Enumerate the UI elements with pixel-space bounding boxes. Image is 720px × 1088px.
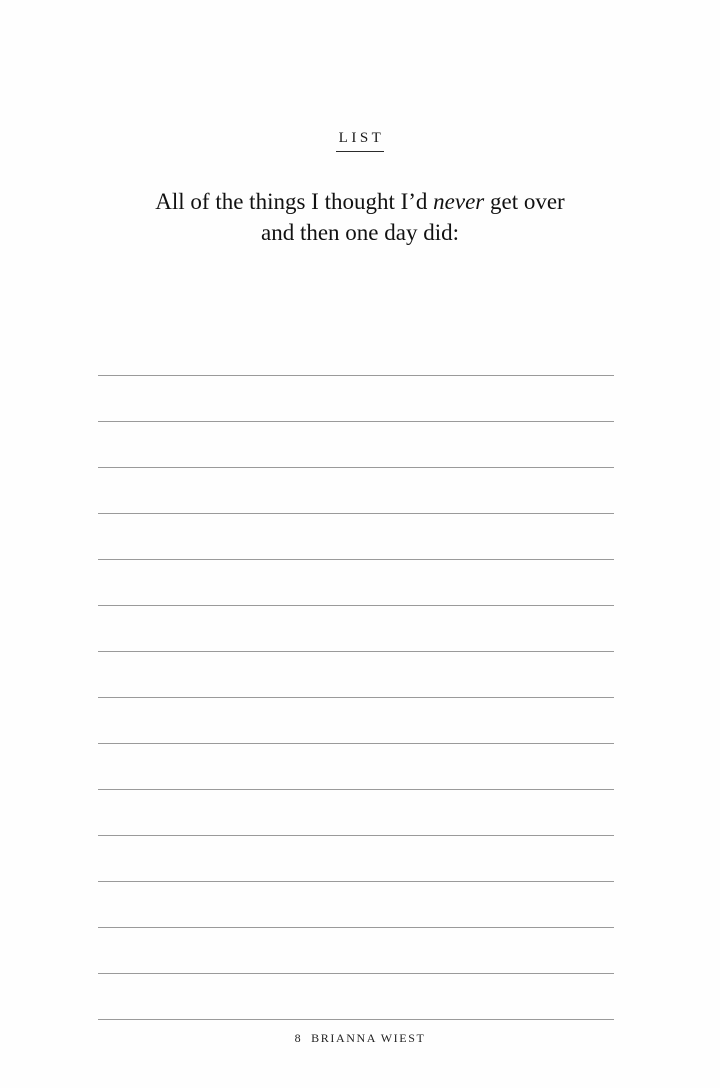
writing-line[interactable] [98, 376, 614, 422]
writing-line[interactable] [98, 468, 614, 514]
prompt-line1-part1: All of the things I thought I’d [155, 189, 434, 214]
writing-line[interactable] [98, 790, 614, 836]
writing-lines [98, 330, 614, 1020]
writing-line[interactable] [98, 560, 614, 606]
page-footer [0, 1031, 720, 1046]
section-label [0, 130, 720, 152]
section-label-text: LIST [336, 130, 385, 152]
author-name: BRIANNA WIEST [311, 1031, 426, 1045]
prompt-line2: and then one day did: [260, 220, 459, 245]
writing-line[interactable] [98, 882, 614, 928]
writing-line[interactable] [98, 606, 614, 652]
writing-line[interactable] [98, 652, 614, 698]
writing-line[interactable] [98, 422, 614, 468]
writing-line[interactable] [98, 330, 614, 376]
page-number: 8 [294, 1031, 303, 1045]
writing-line[interactable] [98, 514, 614, 560]
prompt-line1-part2: get over [484, 189, 565, 214]
writing-line[interactable] [98, 928, 614, 974]
writing-line[interactable] [98, 974, 614, 1020]
writing-line[interactable] [98, 698, 614, 744]
writing-line[interactable] [98, 744, 614, 790]
prompt-emphasis-never: never [433, 189, 485, 214]
prompt-text [110, 186, 610, 248]
writing-line[interactable] [98, 836, 614, 882]
